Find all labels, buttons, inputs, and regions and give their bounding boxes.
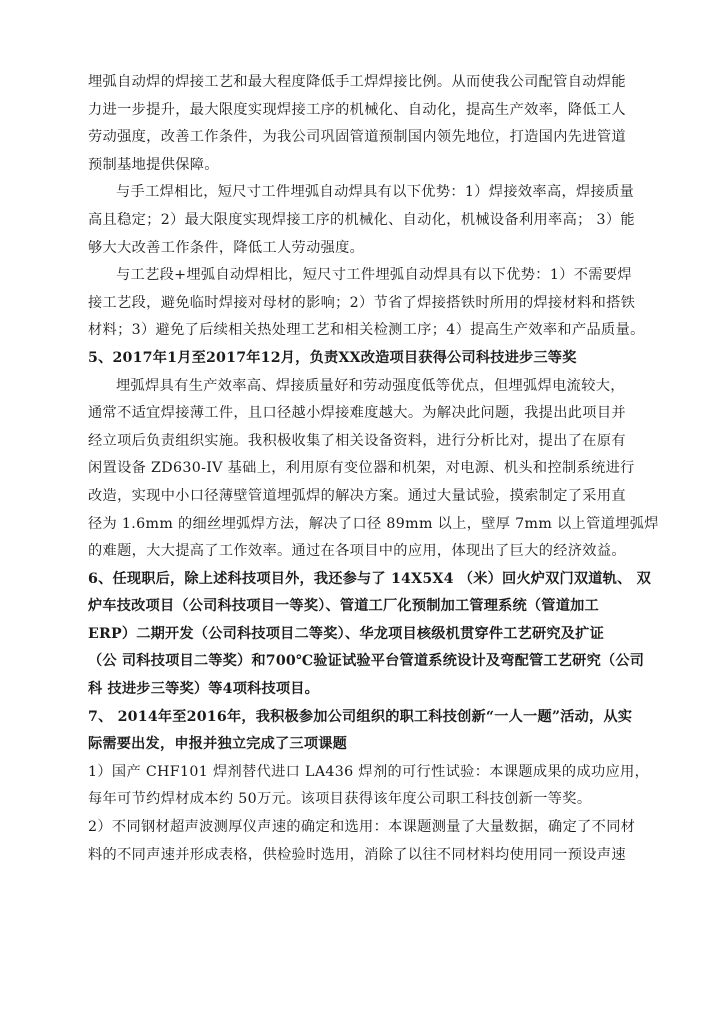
- paragraph-1-line-4: 预制基地提供保障。: [88, 156, 219, 173]
- paragraph-1-line-2: 力进一步提升，最大限度实现焊接工序的机械化、自动化，提高生产效率，降低工人: [88, 101, 626, 118]
- section-6-line-2: 炉车技改项目（公司科技项目一等奖）、管道工厂化预制加工管理系统（管道加工: [88, 598, 599, 615]
- paragraph-3-line-1: 与工艺段+埋弧自动焊相比，短尺寸工件埋弧自动焊具有以下优势：1）不需要焊: [116, 267, 632, 284]
- paragraph-4-line-1: 埋弧焊具有生产效率高、焊接质量好和劳动强度低等优点，但埋弧焊电流较大，: [116, 377, 625, 394]
- paragraph-1-line-1: 埋弧自动焊的焊接工艺和最大程度降低手工焊焊接比例。从而使我公司配管自动焊能: [88, 74, 626, 90]
- paragraph-4-line-5: 改造，实现中小口径薄壁管道埋弧焊的解决方案。通过大量试验，摸索制定了采用直: [88, 487, 626, 504]
- item-1-line-1: 1）国产 CHF101 焊剂替代进口 LA436 焊剂的可行性试验：本课题成果的成功应用，: [88, 763, 650, 780]
- paragraph-2-line-1: 与手工焊相比，短尺寸工件埋弧自动焊具有以下优势：1）焊接效率高，焊接质量: [116, 184, 635, 201]
- item-1-line-2: 每年可节约焊材成本约 50万元。该项目获得该年度公司职工科技创新一等奖。: [88, 791, 592, 808]
- section-6-line-3: ERP）二期开发（公司科技项目二等奖）、华龙项目核级机贯穿件工艺研究及扩证: [88, 625, 604, 642]
- section-6-line-4: （公 司科技项目二等奖）和700℃验证试验平台管道系统设计及弯配管工艺研究（公司: [88, 653, 645, 670]
- paragraph-2-line-3: 够大大改善工作条件，降低工人劳动强度。: [88, 239, 365, 256]
- section-6-line-1: 6、任现职后，除上述科技项目外，我还参与了 14X5X4 （米）回火炉双门双道轨、 双: [88, 570, 651, 587]
- section-7-line-1: 7、 2014年至2016年，我积极参加公司组织的职工科技创新“一人一题”活动，从实: [88, 708, 633, 725]
- paragraph-2-line-2: 高且稳定；2）最大限度实现焊接工序的机械化、自动化，机械设备利用率高； 3）能: [88, 211, 635, 228]
- section-5-heading: 5、2017年1月至2017年12月，负责XX改造项目获得公司科技进步三等奖: [88, 349, 577, 366]
- paragraph-3-line-3: 材料；3）避免了后续相关热处理工艺和相关检测工序；4）提高生产效率和产品质量。: [88, 322, 645, 339]
- paragraph-4-line-6: 径为 1.6mm 的细丝埋弧焊方法，解决了口径 89mm 以上，壁厚 7mm 以上管道埋弧焊: [88, 515, 659, 532]
- section-6-line-5: 科 技进步三等奖）等4项科技项目。: [88, 681, 320, 698]
- paragraph-3-line-2: 接工艺段，避免临时焊接对母材的影响；2）节省了焊接搭铁时所用的焊接材料和搭铁: [88, 294, 636, 311]
- paragraph-1-line-3: 劳动强度，改善工作条件，为我公司巩固管道预制国内领先地位，打造国内先进管道: [88, 129, 626, 146]
- section-7-line-2: 际需要出发，申报并独立完成了三项课题: [88, 736, 347, 753]
- item-2-line-2: 料的不同声速并形成表格，供检验时选用，消除了以往不同材料均使用同一预设声速: [88, 846, 626, 863]
- paragraph-4-line-3: 经立项后负责组织实施。我积极收集了相关设备资料，进行分析比对，提出了在原有: [88, 432, 626, 449]
- document-page: [88, 69, 659, 869]
- item-2-line-1: 2）不同钢材超声波测厚仪声速的确定和选用：本课题测量了大量数据，确定了不同材: [88, 819, 636, 836]
- paragraph-4-line-4: 闲置设备 ZD630-IV 基础上，利用原有变位器和机架，对电源、机头和控制系统进行: [88, 460, 635, 477]
- paragraph-4-line-2: 通常不适宜焊接薄工件，且口径越小焊接难度越大。为解决此问题，我提出此项目并: [88, 405, 626, 422]
- paragraph-4-line-7: 的难题，大大提高了工作效率。通过在各项目中的应用，体现出了巨大的经济效益。: [88, 543, 626, 560]
